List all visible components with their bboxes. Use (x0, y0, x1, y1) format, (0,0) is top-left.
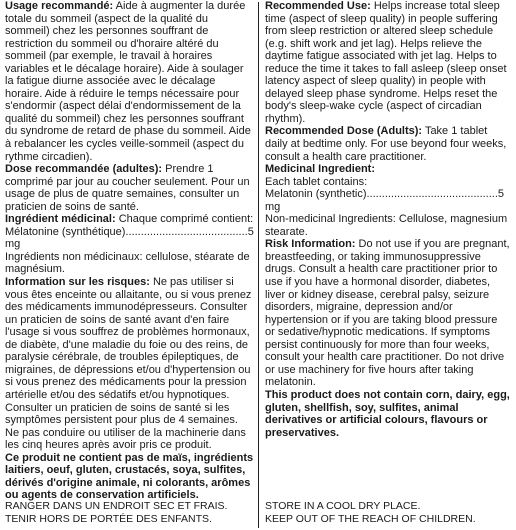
en-allergen-statement: This product does not contain corn, dairy, egg, gluten, shellfish, soy, sulfites, animal derivatives or artificial colours, flavours or preservatives. (265, 388, 510, 439)
column-divider (258, 2, 259, 528)
fr-usage-heading: Usage recommandé: (5, 0, 114, 12)
fr-medicinal-line: Mélatonine (synthétique)........................................5 mg (5, 225, 254, 251)
fr-allergen-statement: Ce produit ne contient pas de maïs, ingrédients laitiers, oeuf, gluten, crustacés, soya, sulfites, dérivés d'origine animale, ni colorants, arômes ou agents de conservation artificiels. (5, 451, 254, 502)
fr-risk-paragraph (5, 276, 255, 452)
en-medicinal-line: Melatonin (synthetic)...........................................5 mg (265, 188, 505, 213)
en-children-line: KEEP OUT OF THE REACH OF CHILDREN. (265, 512, 476, 525)
en-medicinal-heading: Medicinal Ingredient: (265, 163, 376, 176)
en-usage-text: Helps increase total sleep time (aspect of sleep quality) in people suffering from sleep restriction or altered sleep schedule (e.g. shift work and jet lag). Helps relieve the daytime fatigue associated with jet lag. Helps to reduce the time it takes to fall asleep (sleep onset latency aspect of sleep quality) in people with delayed sleep phase syndrome. Helps reset the body's sleep-wake cycle (aspect of circadian rhythm). (265, 0, 507, 125)
en-dose-paragraph (265, 125, 510, 163)
en-medicinal-text: Each tablet contains: (265, 175, 368, 188)
fr-children-line: TENIR HORS DE PORTÉE DES ENFANTS. (5, 512, 212, 525)
en-usage-paragraph (265, 0, 510, 125)
fr-medicinal-text: Chaque comprimé contient: (118, 213, 254, 226)
en-risk-paragraph (265, 238, 510, 389)
en-dose-text: Take 1 tablet daily at bedtime only. For use beyond four weeks, consult a health care practitioner. (265, 125, 507, 163)
en-storage-line: STORE IN A COOL DRY PLACE. (265, 500, 421, 512)
english-column (265, 0, 510, 439)
en-risk-heading: Risk Information: (265, 238, 356, 251)
fr-usage-text: Aide à augmenter la durée totale du sommeil (aspect de la qualité du sommeil) chez les personnes souffrant de restriction du sommeil ou d'horaire altéré du sommeil (par exemple, le travail à horaires variables et le décalage horaire). Aide à soulager la fatigue diurne associée avec le décalage horaire. Aide à réduire le temps nécessaire pour s'endormir (aspect délai d'endormissement de la qualité du sommeil) chez les personnes souffrant du syndrome de retard de phase du sommeil. Aide à rebalancer les cycles veille-sommeil (aspect du rythme circadien). (5, 0, 251, 163)
fr-dose-paragraph (5, 163, 255, 213)
fr-non-medicinal: Ingrédients non médicinaux: cellulose, stéarate de magnésium. (5, 250, 250, 276)
fr-medicinal-heading: Ingrédient médicinal: (5, 213, 116, 226)
fr-dose-heading: Dose recommandée (adultes): (5, 163, 163, 176)
en-usage-heading: Recommended Use: (265, 0, 371, 12)
fr-usage-paragraph (5, 0, 255, 163)
english-storage-footer (265, 500, 510, 525)
en-dose-heading: Recommended Dose (Adults): (265, 125, 423, 138)
fr-medicinal-paragraph (5, 213, 255, 226)
fr-risk-heading: Information sur les risques: (5, 276, 150, 289)
fr-storage-line: RANGER DANS UN ENDROIT SEC ET FRAIS. (5, 500, 228, 512)
french-storage-footer (5, 500, 255, 525)
french-column (5, 0, 255, 502)
fr-risk-text: Ne pas utiliser si vous êtes enceinte ou allaitante, ou si vous prenez des médicaments immunodépresseurs. Consulter un praticien de soins de santé avant d'en faire l'usage si vous souffrez de problèmes hormonaux, de diabète, d'une maladie du foie ou des reins, de paralysie cérébrale, de troubles épileptiques, de migraines, de dépressions et/ou d'hypertension ou si vous prenez des médicaments pour la pression artérielle et/ou des sédatifs et/ou hypnotiques. Consulter un praticien de soins de santé si les symptômes persistent pour plus de 4 semaines. Ne pas conduire ou utiliser de la machinerie dans les cinq heures après avoir pris ce produit. (5, 276, 252, 452)
en-risk-text: Do not use if you are pregnant, breastfeeding, or taking immunosuppressive drugs. Consult a health care practitioner prior to use if you have a hormonal disorder, diabetes, liver or kidney disease, cerebral palsy, seizure disorders, migraine, depression and/or hypertension or if you are taking blood pressure or sedative/hypnotic medications. If symptoms persist continuously for more than four weeks, consult your health care practitioner. Do not drive or use machinery for five hours after taking melatonin. (265, 238, 510, 389)
en-non-medicinal: Non-medicinal Ingredients: Cellulose, magnesium stearate. (265, 213, 508, 238)
fr-dose-text: Prendre 1 comprimé par jour au coucher seulement. Pour un usage de plus de quatre semaines, consulter un praticien de soins de santé. (5, 163, 250, 213)
